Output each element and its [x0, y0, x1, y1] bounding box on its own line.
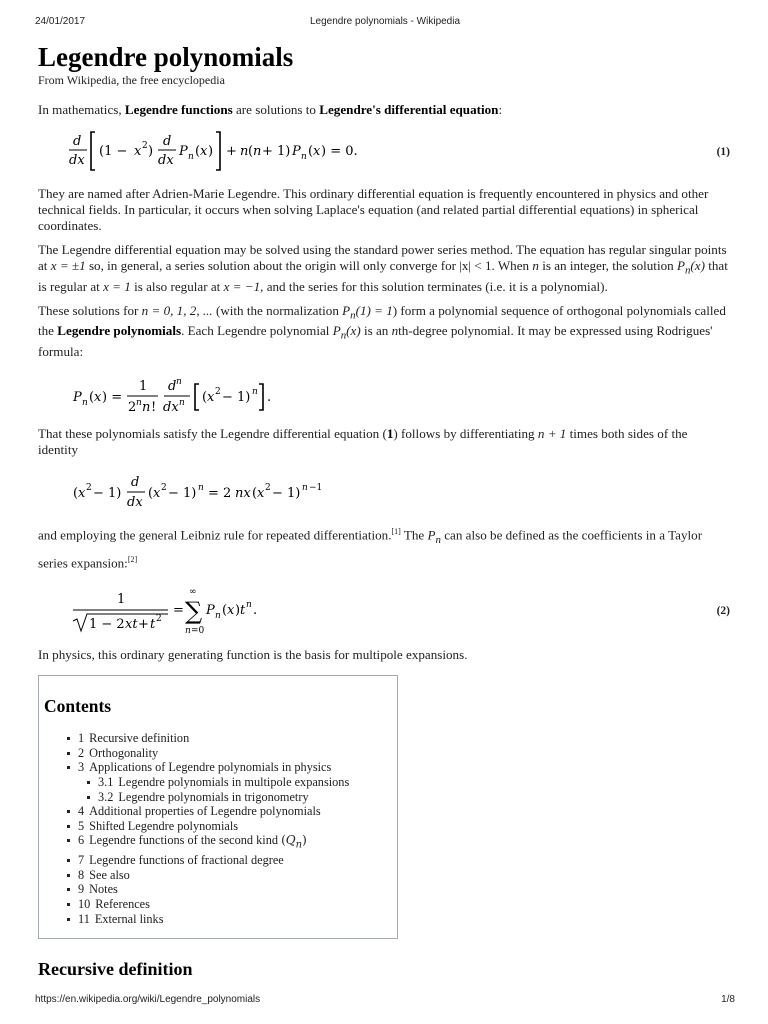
- math-inline: x = 1: [103, 278, 131, 294]
- text: That these polynomials satisfy the Legendre differential equation (: [38, 425, 387, 441]
- svg-text:2: 2: [161, 482, 167, 493]
- toc-item-applications[interactable]: [78, 760, 397, 804]
- svg-text:1 − 2: 1 − 2: [89, 617, 125, 633]
- toc-label: Legendre polynomials in multipole expansions: [118, 774, 350, 789]
- math-inline: n: [391, 323, 399, 339]
- svg-text:P: P: [206, 603, 215, 619]
- equation-1-formula: [68, 128, 408, 181]
- text: The Legendre differential equation may be solved using the standard power series method. The equation has regular singular points at: [38, 242, 727, 273]
- math-subscript: n: [684, 264, 691, 277]
- text: is an: [360, 323, 392, 339]
- toc-list: [44, 731, 397, 926]
- svg-text:n: n: [198, 482, 204, 493]
- toc-number: 3.1: [98, 774, 114, 789]
- svg-text:n: n: [136, 397, 142, 408]
- svg-text:n: n: [246, 600, 252, 611]
- math-q-n: $(Q_n)$: [281, 833, 307, 851]
- print-title: Legendre polynomials - Wikipedia: [309, 16, 461, 27]
- svg-text:dx: dx: [163, 399, 179, 415]
- text: , and the series for this solution terminates (i.e. it is a polynomial).: [260, 278, 608, 294]
- equation-1-number: (1): [716, 146, 730, 158]
- toc-number: 9: [78, 882, 85, 897]
- toc-number: 5: [78, 818, 85, 833]
- toc-number: 2: [78, 745, 85, 760]
- svg-text:d: d: [168, 378, 177, 394]
- equation-identity-formula: [72, 468, 352, 519]
- svg-text:n: n: [240, 144, 249, 159]
- paragraph-identity: [38, 426, 730, 458]
- math-inline: P: [342, 302, 351, 318]
- toc-number: 8: [78, 867, 85, 882]
- toc-label: Legendre polynomials in trigonometry: [118, 789, 309, 804]
- svg-text:(: (: [248, 144, 254, 159]
- text: (with the normalization: [212, 302, 343, 318]
- svg-text:1: 1: [117, 592, 126, 608]
- toc-label: See also: [89, 867, 130, 882]
- svg-text:2: 2: [128, 399, 137, 415]
- toc-label: Additional properties of Legendre polynomials: [89, 804, 321, 819]
- toc-label: Legendre functions of the second kind: [89, 833, 278, 848]
- equation-rodrigues: [38, 368, 730, 424]
- toc-number: 10: [78, 897, 91, 912]
- svg-text:): ): [208, 144, 214, 159]
- svg-text:− 1): − 1): [93, 485, 122, 501]
- svg-text:(: (: [73, 485, 79, 501]
- bold-legendre-polynomials: Legendre polynomials: [57, 323, 182, 339]
- paragraph-leibniz: [38, 522, 730, 573]
- equation-2-graphic: [72, 583, 312, 639]
- toc-item-second-kind[interactable]: [78, 833, 397, 853]
- page-subtitle: From Wikipedia, the free encyclopedia: [38, 73, 225, 87]
- toc-label: Legendre functions of fractional degree: [89, 853, 284, 868]
- svg-text:d: d: [163, 134, 172, 149]
- math-inline: (x): [346, 323, 361, 339]
- text: and employing the general Leibniz rule for repeated differentiation.: [38, 527, 392, 543]
- equation-2-formula: [72, 583, 312, 644]
- text: so, in general, a series solution about the origin will only converge for |x| < 1. When: [85, 258, 533, 273]
- equation-2: [38, 581, 730, 641]
- svg-text:(: (: [252, 485, 258, 501]
- svg-text:+ 1): + 1): [262, 144, 291, 159]
- print-url: https://en.wikipedia.org/wiki/Legendre_polynomials: [35, 994, 261, 1005]
- toc-item-see-also[interactable]: [78, 868, 397, 883]
- svg-text:.: .: [253, 603, 258, 619]
- intro-text: In mathematics,: [38, 102, 125, 117]
- svg-text:2: 2: [265, 482, 271, 493]
- svg-text:n: n: [179, 397, 185, 408]
- equation-rodrigues-graphic: [72, 372, 312, 420]
- svg-text:n: n: [142, 399, 151, 415]
- math-inline: n = 0, 1, 2, ...: [141, 302, 213, 318]
- svg-text:+: +: [138, 617, 149, 633]
- svg-text:2: 2: [86, 482, 92, 493]
- text: is an integer, the solution: [538, 258, 677, 273]
- svg-text:− 1): − 1): [168, 485, 197, 501]
- text: The: [400, 527, 428, 543]
- toc-item-fractional-degree[interactable]: [78, 853, 397, 868]
- svg-text:x: x: [257, 485, 265, 501]
- toc-label: References: [95, 897, 150, 912]
- paragraph-history: They are named after Adrien-Marie Legendre. This ordinary differential equation is frequently encountered in physics and other technical fields. In particular, it occurs when solving Laplace's equation (and related partial differential equations) in spherical coordinates.: [38, 186, 709, 233]
- page-title: Legendre polynomials: [38, 42, 294, 72]
- toc-item-trigonometry[interactable]: [98, 790, 397, 805]
- math-subscript: n: [435, 533, 441, 546]
- svg-text:2: 2: [215, 386, 221, 397]
- toc-sublist: [78, 775, 397, 804]
- svg-text:1: 1: [139, 378, 148, 394]
- table-of-contents: [38, 675, 398, 939]
- svg-text:n: n: [301, 152, 307, 162]
- svg-text:(: (: [222, 603, 228, 619]
- text: th-degree polynomial. It may be expressed using Rodrigues' formula:: [38, 323, 713, 359]
- print-date: 24/01/2017: [35, 16, 86, 27]
- toc-number: 6: [78, 833, 85, 848]
- toc-number: 3: [78, 760, 85, 775]
- text: . Each Legendre polynomial: [181, 323, 333, 339]
- equation-2-number: (2): [716, 605, 730, 618]
- paragraph-multipole: In physics, this ordinary generating function is the basis for multipole expansions.: [38, 647, 468, 663]
- equation-identity: [38, 466, 730, 518]
- toc-item-recursive-definition[interactable]: [78, 731, 397, 746]
- reference-1[interactable]: [1]: [391, 526, 401, 536]
- math-inline: n + 1: [537, 425, 567, 441]
- print-footer: [35, 994, 735, 1008]
- svg-text:.: .: [267, 389, 272, 405]
- svg-text:): ): [148, 144, 154, 159]
- equation-1: [38, 126, 730, 178]
- svg-text:x: x: [200, 144, 208, 159]
- svg-text:∞: ∞: [189, 587, 197, 598]
- math-inline: x = ±1: [50, 258, 86, 273]
- math-subscript: n: [340, 329, 347, 342]
- svg-text:x: x: [207, 389, 215, 405]
- svg-text:n: n: [176, 376, 182, 387]
- paragraph-power-series: [38, 242, 730, 295]
- svg-text:) =: ) =: [102, 389, 123, 405]
- print-page-number: 1/8: [721, 994, 735, 1005]
- math-inline: (x): [690, 258, 705, 273]
- link-legendre-equation[interactable]: Legendre's differential equation: [319, 102, 499, 117]
- svg-text:dx: dx: [127, 494, 143, 510]
- text: can also be defined as the coefficients in a Taylor series expansion:: [38, 527, 703, 571]
- toc-label: Shifted Legendre polynomials: [89, 818, 239, 833]
- svg-text:d: d: [73, 134, 82, 149]
- text: ) form a polynomial sequence of orthogonal polynomials called the: [38, 302, 726, 339]
- svg-text:!: !: [151, 399, 157, 415]
- svg-text:x: x: [313, 144, 321, 159]
- toc-number: 3.2: [98, 789, 114, 804]
- toc-item-external-links[interactable]: [78, 912, 397, 927]
- toc-label: Orthogonality: [89, 745, 159, 760]
- toc-title: Contents: [44, 696, 112, 717]
- svg-text:= 2: = 2: [208, 485, 232, 501]
- svg-text:2: 2: [142, 141, 148, 151]
- toc-number: 7: [78, 853, 85, 868]
- math-inline: n: [532, 258, 539, 273]
- svg-text:(: (: [308, 144, 314, 159]
- svg-text:−1: −1: [309, 482, 323, 493]
- svg-text:n: n: [82, 397, 88, 408]
- article-content: [38, 36, 730, 980]
- svg-text:(: (: [195, 144, 201, 159]
- intro-text: :: [498, 102, 503, 117]
- svg-text:− 1): − 1): [272, 485, 301, 501]
- svg-text:nx: nx: [235, 485, 251, 501]
- svg-text:n: n: [215, 611, 221, 622]
- svg-text:t: t: [150, 617, 156, 633]
- toc-item-shifted-polynomials[interactable]: [78, 819, 397, 834]
- svg-text:(: (: [89, 389, 95, 405]
- svg-text:x: x: [153, 485, 161, 501]
- math-inline: P: [676, 258, 685, 273]
- math-subscript: n: [350, 309, 356, 322]
- svg-text:(: (: [202, 389, 208, 405]
- reference-2[interactable]: [2]: [127, 554, 138, 564]
- toc-item-notes[interactable]: [78, 882, 397, 897]
- intro-paragraph: [38, 102, 730, 118]
- svg-text:x: x: [134, 144, 142, 159]
- toc-item-additional-properties[interactable]: [78, 804, 397, 819]
- toc-item-orthogonality[interactable]: [78, 746, 397, 761]
- svg-text:− 1): − 1): [222, 389, 251, 405]
- svg-text:x: x: [78, 485, 86, 501]
- math-inline: P: [427, 527, 436, 543]
- svg-text:n: n: [188, 152, 194, 162]
- svg-text:∑: ∑: [185, 597, 203, 626]
- toc-label: Notes: [89, 882, 118, 897]
- math-inline: x = −1: [223, 278, 261, 294]
- svg-text:=0: =0: [191, 626, 205, 637]
- svg-text:n: n: [253, 144, 262, 159]
- svg-text:dx: dx: [69, 153, 85, 168]
- svg-text:x: x: [94, 389, 102, 405]
- toc-item-multipole-expansions[interactable]: [98, 775, 397, 790]
- toc-number: 11: [78, 911, 90, 926]
- svg-text:P: P: [292, 144, 301, 159]
- svg-text:P: P: [179, 144, 188, 159]
- svg-text:t: t: [240, 603, 246, 619]
- svg-text:d: d: [131, 474, 140, 490]
- svg-text:xt: xt: [125, 617, 138, 633]
- intro-text: are solutions to: [232, 102, 320, 117]
- math-inline: P: [332, 323, 341, 339]
- svg-text:=: =: [173, 603, 184, 619]
- svg-text:) = 0.: ) = 0.: [321, 144, 358, 159]
- text: that is regular at: [38, 258, 728, 294]
- svg-text:(: (: [148, 485, 154, 501]
- text: is also regular at: [130, 278, 224, 294]
- svg-text:): ): [235, 603, 241, 619]
- text: times both sides of the identity: [38, 425, 688, 457]
- svg-text:n: n: [302, 482, 308, 493]
- print-header: [35, 16, 735, 30]
- toc-number: 4: [78, 804, 85, 819]
- toc-label: Recursive definition: [89, 731, 190, 746]
- svg-text:dx: dx: [158, 153, 174, 168]
- equation-ref-1[interactable]: 1: [386, 425, 394, 441]
- toc-item-references[interactable]: [78, 897, 397, 912]
- math-inline: (1) = 1: [355, 302, 393, 318]
- svg-text:P: P: [73, 389, 82, 405]
- text: These solutions for: [38, 302, 142, 318]
- toc-label: External links: [94, 911, 164, 926]
- svg-text:x: x: [227, 603, 235, 619]
- section-heading-recursive-definition: Recursive definition: [38, 959, 193, 980]
- toc-label: Applications of Legendre polynomials in physics: [89, 760, 332, 775]
- text: ) follows by differentiating: [393, 425, 538, 441]
- svg-text:+: +: [226, 144, 237, 159]
- link-legendre-functions[interactable]: Legendre functions: [124, 102, 233, 117]
- equation-rodrigues-formula: [72, 372, 312, 425]
- paragraph-rodrigues: [38, 303, 730, 360]
- svg-text:n: n: [252, 386, 258, 397]
- equation-1-graphic: [68, 128, 408, 176]
- svg-text:2: 2: [156, 614, 162, 625]
- equation-identity-graphic: [72, 468, 352, 514]
- svg-text:n: n: [185, 626, 191, 637]
- toc-number: 1: [78, 731, 85, 746]
- svg-text:(1 −: (1 −: [99, 144, 128, 159]
